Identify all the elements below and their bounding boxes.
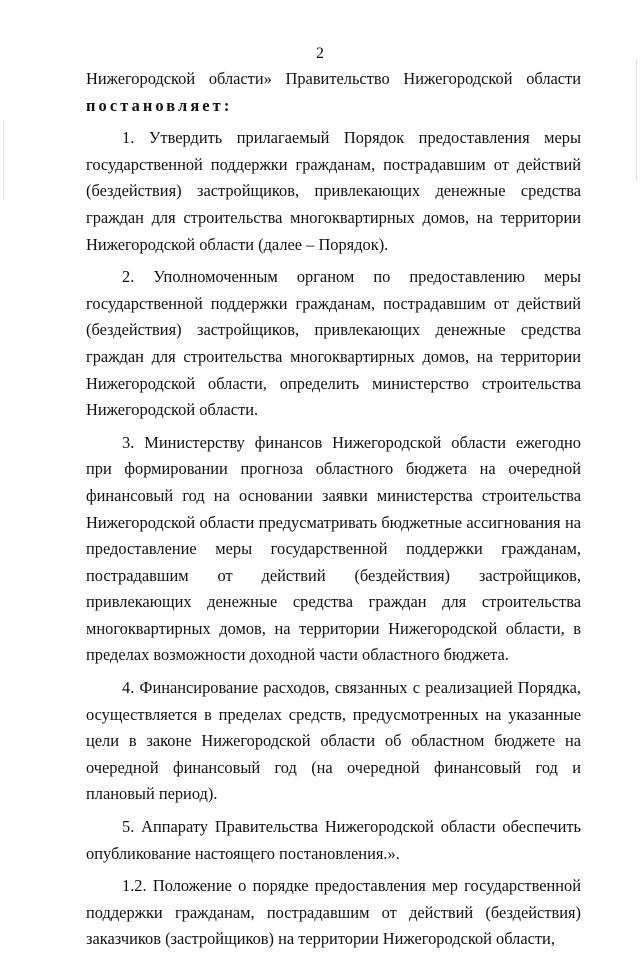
page-number: 2 (316, 45, 324, 62)
decree-word: постановляет: (86, 95, 233, 115)
document-body (86, 66, 581, 953)
paragraph-1: 1. Утвердить прилагаемый Порядок предоставления меры государственной поддержки гражданам, пострадавшим от действий (бездействия) застройщиков, привлекающих денежные средства граждан для строительства многоквартирных домов, на территории Нижегородской области (далее – Порядок). (86, 128, 581, 254)
right-scan-margin-mark (636, 60, 637, 180)
left-scan-margin-mark (3, 120, 4, 200)
paragraph-5: 5. Аппарату Правительства Нижегородской области обеспечить опубликование настоящего постановления.». (86, 817, 581, 863)
paragraph-1-2: 1.2. Положение о порядке предоставления мер государственной поддержки гражданам, пострадавшим от действий (бездействия) заказчиков (застройщиков) на территории Нижегородской области, (86, 876, 581, 949)
paragraph-3: 3. Министерству финансов Нижегородской области ежегодно при формировании прогноза областного бюджета на очередной финансовый год на основании заявки министерства строительства Нижегородской области предусматривать бюджетные ассигнования на предоставление меры государственной поддержки гражданам, пострадавшим от действий (бездействия) застройщиков, привлекающих денежные средства граждан для строительства многоквартирных домов, на территории Нижегородской области, в пределах возможности доходной части областного бюджета. (86, 432, 581, 665)
paragraph-4: 4. Финансирование расходов, связанных с реализацией Порядка, осуществляется в пределах средств, предусмотренных на указанные цели в законе Нижегородской области об областном бюджете на очередной финансовый год (на очередной финансовый год и плановый период). (86, 678, 581, 804)
lead-line: Нижегородской области» Правительство Нижегородской области (86, 69, 581, 88)
paragraph-2: 2. Уполномоченным органом по предоставлению меры государственной поддержки гражданам, пострадавшим от действий (бездействия) застройщиков, привлекающих денежные средства граждан для строительства многоквартирных домов, на территории Нижегородской области, определить министерство строительства Нижегородской области. (86, 267, 581, 420)
